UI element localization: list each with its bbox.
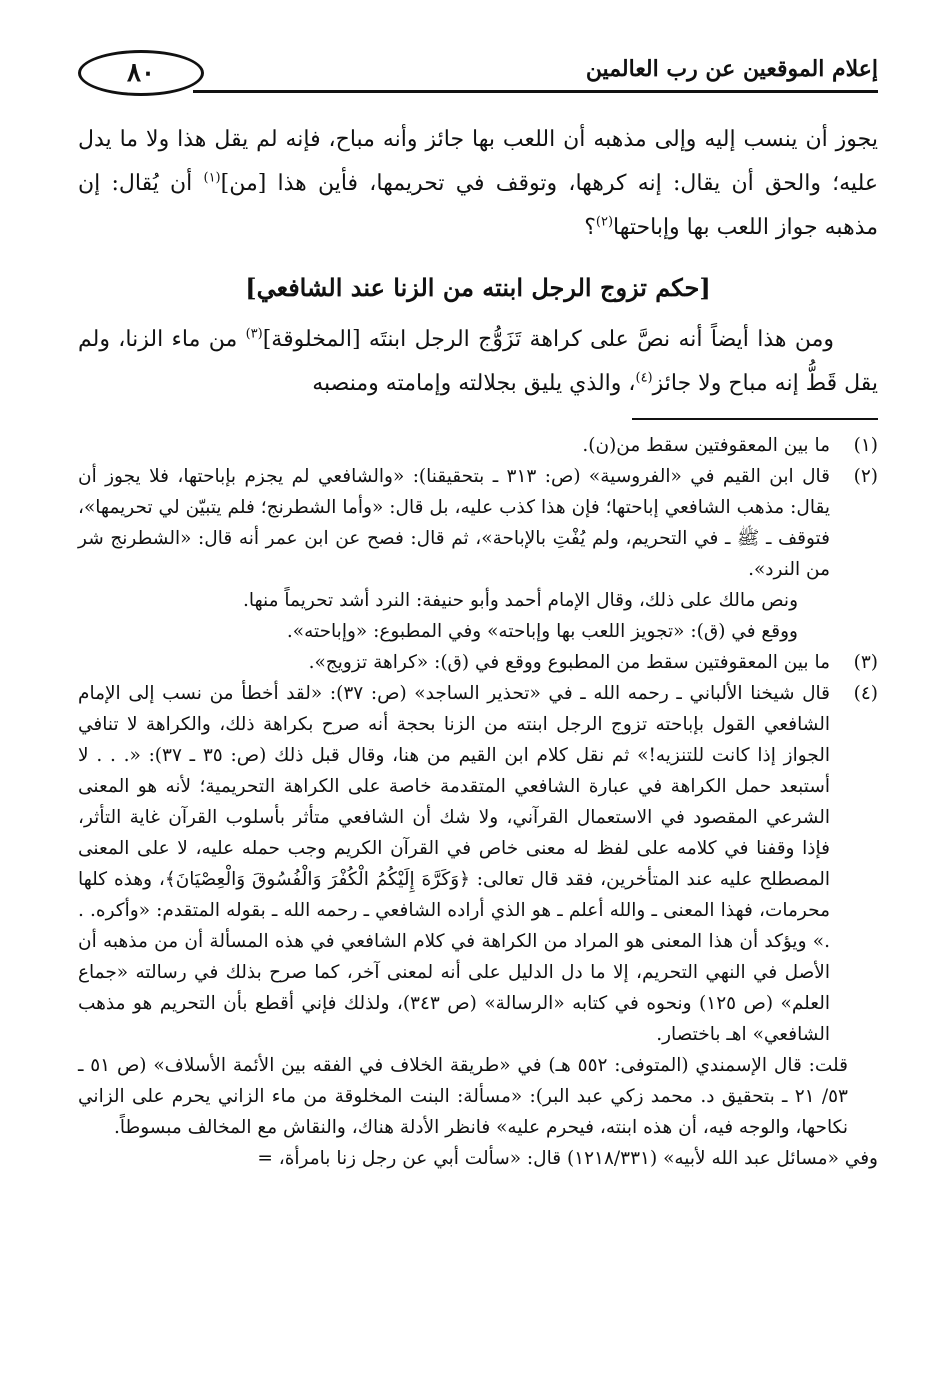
paragraph-2: ومن هذا أيضاً أنه نصَّ على كراهة تَزَوُّج الرجل ابنتَه [المخلوقة]$^{(٣)}$ من ماء الزنا، ولم يقل قَطُّ إنه مباح ولا جائز$^{(٤)}$، والذي يليق بجلالته وإمامته ومنصبه xyxy=(78,326,878,396)
page-header xyxy=(78,50,878,96)
footnote-number: (١) xyxy=(853,435,878,456)
footnote-1 xyxy=(78,430,878,461)
footnote-separator xyxy=(632,418,878,420)
footnote-number: (٤) xyxy=(853,683,878,704)
running-title: إعلام الموقعين عن رب العالمين xyxy=(585,56,878,82)
footnote-4-continuation-1: قلت: قال الإسمندي (المتوفى: ٥٥٢ هـ) في «طريقة الخلاف في الفقه بين الأئمة الأسلاف» (ص ٥١ ـ ٥٣/ ٢١ ـ بتحقيق د. محمد زكي عبد البر): «مسألة: البنت المخلوقة من ماء الزاني يحرم على الزاني نكاحها، والوجه فيه، أن هذه ابنته، فيحرم عليه» فانظر الأدلة هناك، والنقاش مع المخالف مبسوطاً. xyxy=(78,1055,848,1138)
main-text xyxy=(78,118,878,406)
footnote-ref-1[interactable]: (١) xyxy=(203,170,221,186)
footnote-2-continuation-2: ووقع في (ق): «تجويز اللعب بها وإباحته» وفي المطبوع: «وإباحته». xyxy=(286,621,798,642)
footnote-text: ما بين المعقوفتين سقط من المطبوع ووقع في (ق): «كراهة تزويج». xyxy=(308,652,830,673)
footnote-4-continuation-2: وفي «مسائل عبد الله لأبيه» (١٢١٨/٣٣١) قال: «سألت أبي عن رجل زنا بامرأة، = xyxy=(257,1148,878,1169)
footnote-ref-2[interactable]: (٢) xyxy=(595,214,614,230)
page-number: ٨٠ xyxy=(78,50,204,96)
footnote-text: قال شيخنا الألباني ـ رحمه الله ـ في «تحذير الساجد» (ص: ٣٧): «لقد أخطأ من نسب إلى الإمام الشافعي القول بإباحته تزوج الرجل ابنته من الزنا بحجة أنه صرح بكراهة ذلك، والكراهة لا تنافي الجواز إذا كانت للتنزيه!» ثم نقل كلام ابن القيم من هنا، وقال قبل ذلك (ص: ٣٥ ـ ٣٧): «. . . لا أستبعد حمل الكراهة في عبارة الشافعي المتقدمة خاصة على الكراهة التحريمية؛ لأنه هو المعنى الشرعي المقصود في الاستعمال القرآني، ولا شك أن الشافعي متأثر بأسلوب القرآن غاية التأثر، فإذا وقفنا في كلامه على لفظ له معنى خاص في القرآن الكريم وجب حمله عليه، لا على المعنى المصطلح عليه عند المتأخرين، فقد قال تعالى: ﴿وَكَرَّهَ إِلَيْكُمُ الْكُفْرَ وَالْفُسُوقَ وَالْعِصْيَانَ﴾، وهذه كلها محرمات، فهذا المعنى ـ والله أعلم ـ هو الذي أراده الشافعي ـ رحمه الله ـ بقوله المتقدم: «وأكره. . .» ويؤكد أن هذا المعنى هو المراد من الكراهة في كلام الشافعي في هذه المسألة أن من مذهبه أن الأصل في النهي التحريم، إلا ما دل الدليل على أنه لمعنى آخر، كما صرح بذلك في رسالته «جماع العلم» (ص ١٢٥) ونحوه في كتابه «الرسالة» (ص ٣٤٣)، ولذلك فإني أقطع بأن التحريم هو مذهب الشافعي» اهـ باختصار. xyxy=(78,683,831,1045)
header-rule xyxy=(193,90,878,93)
paragraph-1: يجوز أن ينسب إليه وإلى مذهبه أن اللعب بها جائز وأنه مباح، فإنه لم يقل هذا ولا ما يدل عليه؛ والحق أن يقال: إنه كرهها، وتوقف في تحريمها، فأين هذا [من]$^{(١)}$ أن يُقال: إن مذهبه جواز اللعب بها وإباحتها$^{(٢)}$؟ xyxy=(78,127,878,240)
footnote-3 xyxy=(78,647,878,678)
footnote-number: (٣) xyxy=(853,652,878,673)
footnote-text: قال ابن القيم في «الفروسية» (ص: ٣١٣ ـ بتحقيقنا): «والشافعي لم يجزم بإباحتها، فلا يجوز أن يقال: مذهب الشافعي إباحتها؛ فإن هذا كذب عليه، بل قال: «وأما الشطرنج؛ فلم يتبيّن لي تحريمها»، فتوقف ـ ﷺ ـ في التحريم، ولم يُفْتِ بالإباحة»، ثم قال: فصح عن ابن عمر أنه قال: «الشطرنج شر من النرد». xyxy=(78,466,830,580)
section-heading: [حكم تزوج الرجل ابنته من الزنا عند الشافعي] xyxy=(245,273,711,302)
footnote-ref-4[interactable]: (٤) xyxy=(635,370,653,386)
footnote-text: ما بين المعقوفتين سقط من(ن). xyxy=(582,435,830,456)
footnote-2-continuation-1: ونص مالك على ذلك، وقال الإمام أحمد وأبو حنيفة: النرد أشد تحريماً منها. xyxy=(243,590,798,611)
footnote-number: (٢) xyxy=(853,466,878,487)
footnote-4 xyxy=(78,678,878,1050)
footnote-ref-3[interactable]: (٣) xyxy=(245,326,263,342)
footnotes xyxy=(78,430,878,1174)
footnote-2 xyxy=(78,461,878,585)
